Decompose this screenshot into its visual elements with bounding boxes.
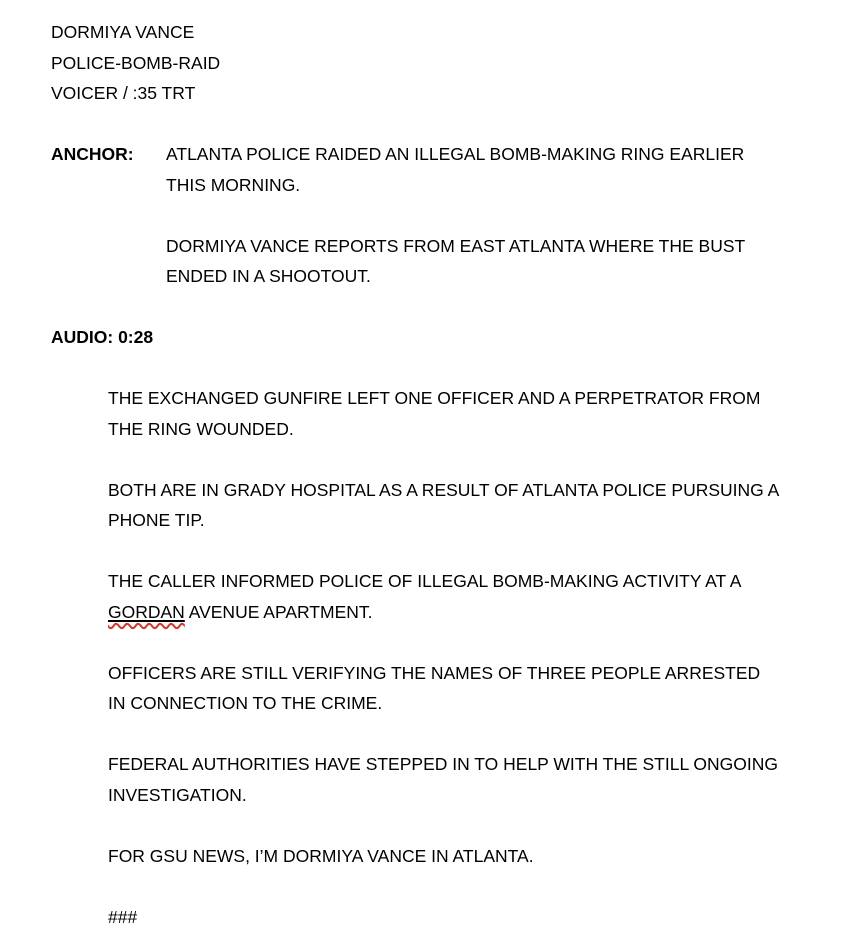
end-mark: ###	[108, 906, 138, 927]
anchor-text	[166, 139, 766, 292]
body-paragraph: OFFICERS ARE STILL VERIFYING THE NAMES OF THREE PEOPLE ARRESTED IN CONNECTION TO THE CRIME.	[108, 662, 761, 713]
paragraph-segment-after: AVENUE APARTMENT.	[184, 601, 373, 622]
anchor-paragraph: ATLANTA POLICE RAIDED AN ILLEGAL BOMB-MAKING RING EARLIER THIS MORNING.	[166, 144, 745, 195]
slug-reporter-name: DORMIYA VANCE	[51, 22, 195, 42]
misspelled-word[interactable]: GORDAN	[108, 601, 185, 622]
script-slug	[51, 17, 864, 109]
anchor-paragraph: DORMIYA VANCE REPORTS FROM EAST ATLANTA WHERE THE BUST ENDED IN A SHOOTOUT.	[166, 235, 745, 286]
paragraph-segment-before: THE CALLER INFORMED POLICE OF ILLEGAL BOMB-MAKING ACTIVITY AT A	[108, 571, 741, 591]
anchor-label: ANCHOR:	[51, 144, 134, 164]
body-paragraph	[108, 566, 780, 627]
audio-label: AUDIO: 0:28	[51, 327, 154, 347]
body-paragraph: THE EXCHANGED GUNFIRE LEFT ONE OFFICER AND A PERPETRATOR FROM THE RING WOUNDED.	[108, 388, 761, 439]
anchor-block	[51, 139, 864, 292]
sign-off-paragraph: FOR GSU NEWS, I’M DORMIYA VANCE IN ATLANTA.	[108, 845, 534, 866]
slug-story-title: POLICE-BOMB-RAID	[51, 52, 221, 73]
voicer-body	[108, 383, 780, 932]
underlined-word[interactable]	[108, 602, 185, 622]
body-paragraph: FEDERAL AUTHORITIES HAVE STEPPED IN TO HELP WITH THE STILL ONGOING INVESTIGATION.	[108, 754, 778, 805]
slug-format-runtime: VOICER / :35 TRT	[51, 83, 196, 103]
body-paragraph: BOTH ARE IN GRADY HOSPITAL AS A RESULT OF ATLANTA POLICE PURSUING A PHONE TIP.	[108, 479, 779, 530]
